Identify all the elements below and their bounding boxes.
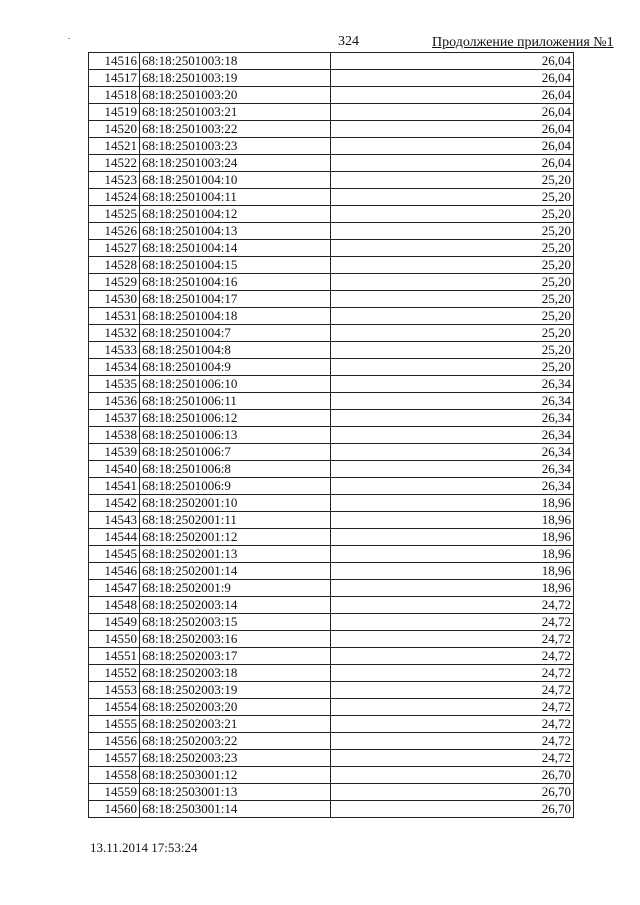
row-number-cell: 14517 bbox=[89, 70, 140, 87]
cadastral-number-cell: 68:18:2501003:21 bbox=[140, 104, 331, 121]
cadastral-number-cell: 68:18:2502001:13 bbox=[140, 546, 331, 563]
value-cell: 26,34 bbox=[331, 444, 574, 461]
table-row bbox=[89, 699, 574, 716]
value-cell: 26,04 bbox=[331, 70, 574, 87]
table-row bbox=[89, 648, 574, 665]
cadastral-number-cell: 68:18:2502001:10 bbox=[140, 495, 331, 512]
row-number-cell: 14544 bbox=[89, 529, 140, 546]
table-row bbox=[89, 529, 574, 546]
row-number-cell: 14533 bbox=[89, 342, 140, 359]
row-number-cell: 14552 bbox=[89, 665, 140, 682]
table-row bbox=[89, 750, 574, 767]
cadastral-number-cell: 68:18:2501006:8 bbox=[140, 461, 331, 478]
cadastral-number-cell: 68:18:2502003:18 bbox=[140, 665, 331, 682]
row-number-cell: 14551 bbox=[89, 648, 140, 665]
cadastral-number-cell: 68:18:2501003:18 bbox=[140, 53, 331, 70]
cadastral-number-cell: 68:18:2501003:23 bbox=[140, 138, 331, 155]
table-row bbox=[89, 172, 574, 189]
row-number-cell: 14534 bbox=[89, 359, 140, 376]
table-row bbox=[89, 274, 574, 291]
value-cell: 25,20 bbox=[331, 359, 574, 376]
cadastral-number-cell: 68:18:2501004:12 bbox=[140, 206, 331, 223]
value-cell: 26,34 bbox=[331, 410, 574, 427]
table-row bbox=[89, 427, 574, 444]
table-row bbox=[89, 478, 574, 495]
table-row bbox=[89, 580, 574, 597]
value-cell: 18,96 bbox=[331, 580, 574, 597]
value-cell: 25,20 bbox=[331, 172, 574, 189]
value-cell: 24,72 bbox=[331, 614, 574, 631]
row-number-cell: 14558 bbox=[89, 767, 140, 784]
row-number-cell: 14528 bbox=[89, 257, 140, 274]
table-row bbox=[89, 716, 574, 733]
row-number-cell: 14557 bbox=[89, 750, 140, 767]
row-number-cell: 14521 bbox=[89, 138, 140, 155]
cadastral-number-cell: 68:18:2501003:22 bbox=[140, 121, 331, 138]
cadastral-number-cell: 68:18:2501004:14 bbox=[140, 240, 331, 257]
value-cell: 26,04 bbox=[331, 87, 574, 104]
table-row bbox=[89, 206, 574, 223]
table-row bbox=[89, 733, 574, 750]
value-cell: 26,04 bbox=[331, 138, 574, 155]
row-number-cell: 14522 bbox=[89, 155, 140, 172]
value-cell: 18,96 bbox=[331, 512, 574, 529]
cadastral-number-cell: 68:18:2501006:10 bbox=[140, 376, 331, 393]
row-number-cell: 14550 bbox=[89, 631, 140, 648]
page-number: 324 bbox=[338, 34, 359, 49]
row-number-cell: 14527 bbox=[89, 240, 140, 257]
print-datetime: 13.11.2014 17:53:24 bbox=[90, 840, 198, 855]
value-cell: 26,34 bbox=[331, 478, 574, 495]
row-number-cell: 14554 bbox=[89, 699, 140, 716]
row-number-cell: 14516 bbox=[89, 53, 140, 70]
row-number-cell: 14518 bbox=[89, 87, 140, 104]
value-cell: 26,34 bbox=[331, 461, 574, 478]
table-row bbox=[89, 53, 574, 70]
cadastral-number-cell: 68:18:2501004:10 bbox=[140, 172, 331, 189]
cadastral-number-cell: 68:18:2501004:11 bbox=[140, 189, 331, 206]
table-row bbox=[89, 291, 574, 308]
table-row bbox=[89, 223, 574, 240]
value-cell: 26,04 bbox=[331, 155, 574, 172]
row-number-cell: 14555 bbox=[89, 716, 140, 733]
cadastral-number-cell: 68:18:2502001:14 bbox=[140, 563, 331, 580]
cadastral-number-cell: 68:18:2501006:13 bbox=[140, 427, 331, 444]
row-number-cell: 14524 bbox=[89, 189, 140, 206]
row-number-cell: 14523 bbox=[89, 172, 140, 189]
value-cell: 24,72 bbox=[331, 631, 574, 648]
value-cell: 24,72 bbox=[331, 733, 574, 750]
table-row bbox=[89, 87, 574, 104]
table-row bbox=[89, 784, 574, 801]
table-row bbox=[89, 682, 574, 699]
row-number-cell: 14519 bbox=[89, 104, 140, 121]
row-number-cell: 14538 bbox=[89, 427, 140, 444]
row-number-cell: 14548 bbox=[89, 597, 140, 614]
cadastral-number-cell: 68:18:2503001:14 bbox=[140, 801, 331, 818]
row-number-cell: 14539 bbox=[89, 444, 140, 461]
cadastral-number-cell: 68:18:2501004:8 bbox=[140, 342, 331, 359]
table-row bbox=[89, 597, 574, 614]
table-row bbox=[89, 546, 574, 563]
table-row bbox=[89, 121, 574, 138]
table-row bbox=[89, 444, 574, 461]
cadastral-number-cell: 68:18:2502003:14 bbox=[140, 597, 331, 614]
table-row bbox=[89, 70, 574, 87]
cadastral-number-cell: 68:18:2501006:9 bbox=[140, 478, 331, 495]
row-number-cell: 14537 bbox=[89, 410, 140, 427]
value-cell: 18,96 bbox=[331, 529, 574, 546]
row-number-cell: 14525 bbox=[89, 206, 140, 223]
value-cell: 25,20 bbox=[331, 342, 574, 359]
table-row bbox=[89, 631, 574, 648]
cadastral-number-cell: 68:18:2501004:18 bbox=[140, 308, 331, 325]
row-number-cell: 14547 bbox=[89, 580, 140, 597]
cadastral-number-cell: 68:18:2501004:16 bbox=[140, 274, 331, 291]
table-body bbox=[89, 53, 574, 818]
table-row bbox=[89, 308, 574, 325]
cadastral-number-cell: 68:18:2501004:17 bbox=[140, 291, 331, 308]
cadastral-number-cell: 68:18:2501003:19 bbox=[140, 70, 331, 87]
cadastral-number-cell: 68:18:2501006:11 bbox=[140, 393, 331, 410]
cadastral-number-cell: 68:18:2502003:21 bbox=[140, 716, 331, 733]
value-cell: 18,96 bbox=[331, 563, 574, 580]
value-cell: 25,20 bbox=[331, 189, 574, 206]
table-row bbox=[89, 189, 574, 206]
value-cell: 26,34 bbox=[331, 393, 574, 410]
cadastral-number-cell: 68:18:2502003:17 bbox=[140, 648, 331, 665]
row-number-cell: 14549 bbox=[89, 614, 140, 631]
row-number-cell: 14541 bbox=[89, 478, 140, 495]
cadastral-number-cell: 68:18:2502003:20 bbox=[140, 699, 331, 716]
value-cell: 24,72 bbox=[331, 648, 574, 665]
row-number-cell: 14530 bbox=[89, 291, 140, 308]
row-number-cell: 14520 bbox=[89, 121, 140, 138]
cadastral-number-cell: 68:18:2503001:12 bbox=[140, 767, 331, 784]
cadastral-number-cell: 68:18:2501003:20 bbox=[140, 87, 331, 104]
row-number-cell: 14531 bbox=[89, 308, 140, 325]
value-cell: 25,20 bbox=[331, 308, 574, 325]
cadastral-number-cell: 68:18:2501003:24 bbox=[140, 155, 331, 172]
appendix-continuation-label: Продолжение приложения №1 bbox=[432, 35, 614, 50]
table-row bbox=[89, 767, 574, 784]
table-row bbox=[89, 342, 574, 359]
value-cell: 24,72 bbox=[331, 716, 574, 733]
table-row bbox=[89, 155, 574, 172]
value-cell: 18,96 bbox=[331, 495, 574, 512]
row-number-cell: 14545 bbox=[89, 546, 140, 563]
value-cell: 26,04 bbox=[331, 104, 574, 121]
value-cell: 25,20 bbox=[331, 325, 574, 342]
row-number-cell: 14529 bbox=[89, 274, 140, 291]
row-number-cell: 14543 bbox=[89, 512, 140, 529]
row-number-cell: 14553 bbox=[89, 682, 140, 699]
table-row bbox=[89, 512, 574, 529]
row-number-cell: 14560 bbox=[89, 801, 140, 818]
table-row bbox=[89, 104, 574, 121]
row-number-cell: 14559 bbox=[89, 784, 140, 801]
cadastral-number-cell: 68:18:2502003:23 bbox=[140, 750, 331, 767]
cadastral-number-cell: 68:18:2502003:16 bbox=[140, 631, 331, 648]
value-cell: 25,20 bbox=[331, 240, 574, 257]
cadastral-number-cell: 68:18:2502003:19 bbox=[140, 682, 331, 699]
row-number-cell: 14556 bbox=[89, 733, 140, 750]
row-number-cell: 14532 bbox=[89, 325, 140, 342]
table-row bbox=[89, 801, 574, 818]
value-cell: 24,72 bbox=[331, 665, 574, 682]
value-cell: 26,34 bbox=[331, 376, 574, 393]
value-cell: 26,70 bbox=[331, 784, 574, 801]
table-row bbox=[89, 495, 574, 512]
cadastral-number-cell: 68:18:2501004:9 bbox=[140, 359, 331, 376]
table-row bbox=[89, 359, 574, 376]
value-cell: 25,20 bbox=[331, 257, 574, 274]
row-number-cell: 14536 bbox=[89, 393, 140, 410]
cadastral-number-cell: 68:18:2502003:22 bbox=[140, 733, 331, 750]
row-number-cell: 14526 bbox=[89, 223, 140, 240]
table-row bbox=[89, 614, 574, 631]
value-cell: 25,20 bbox=[331, 274, 574, 291]
value-cell: 25,20 bbox=[331, 206, 574, 223]
table-row bbox=[89, 563, 574, 580]
cadastral-number-cell: 68:18:2502001:11 bbox=[140, 512, 331, 529]
scan-mark bbox=[68, 38, 70, 39]
table-row bbox=[89, 393, 574, 410]
table-row bbox=[89, 461, 574, 478]
table-row bbox=[89, 665, 574, 682]
cadastral-number-cell: 68:18:2502001:12 bbox=[140, 529, 331, 546]
table-row bbox=[89, 257, 574, 274]
table-row bbox=[89, 240, 574, 257]
value-cell: 18,96 bbox=[331, 546, 574, 563]
value-cell: 24,72 bbox=[331, 750, 574, 767]
value-cell: 26,04 bbox=[331, 121, 574, 138]
row-number-cell: 14540 bbox=[89, 461, 140, 478]
cadastral-number-cell: 68:18:2503001:13 bbox=[140, 784, 331, 801]
table-row bbox=[89, 376, 574, 393]
value-cell: 24,72 bbox=[331, 597, 574, 614]
cadastral-number-cell: 68:18:2501006:12 bbox=[140, 410, 331, 427]
table-row bbox=[89, 410, 574, 427]
table-row bbox=[89, 325, 574, 342]
value-cell: 26,04 bbox=[331, 53, 574, 70]
value-cell: 26,70 bbox=[331, 801, 574, 818]
table-row bbox=[89, 138, 574, 155]
cadastral-number-cell: 68:18:2501004:13 bbox=[140, 223, 331, 240]
value-cell: 24,72 bbox=[331, 682, 574, 699]
value-cell: 25,20 bbox=[331, 291, 574, 308]
value-cell: 26,34 bbox=[331, 427, 574, 444]
value-cell: 25,20 bbox=[331, 223, 574, 240]
row-number-cell: 14542 bbox=[89, 495, 140, 512]
value-cell: 24,72 bbox=[331, 699, 574, 716]
row-number-cell: 14535 bbox=[89, 376, 140, 393]
row-number-cell: 14546 bbox=[89, 563, 140, 580]
cadastral-number-cell: 68:18:2502003:15 bbox=[140, 614, 331, 631]
cadastral-number-cell: 68:18:2501004:15 bbox=[140, 257, 331, 274]
cadastral-number-cell: 68:18:2501004:7 bbox=[140, 325, 331, 342]
cadastral-number-cell: 68:18:2501006:7 bbox=[140, 444, 331, 461]
value-cell: 26,70 bbox=[331, 767, 574, 784]
cadastral-number-cell: 68:18:2502001:9 bbox=[140, 580, 331, 597]
cadastral-table bbox=[88, 52, 574, 818]
